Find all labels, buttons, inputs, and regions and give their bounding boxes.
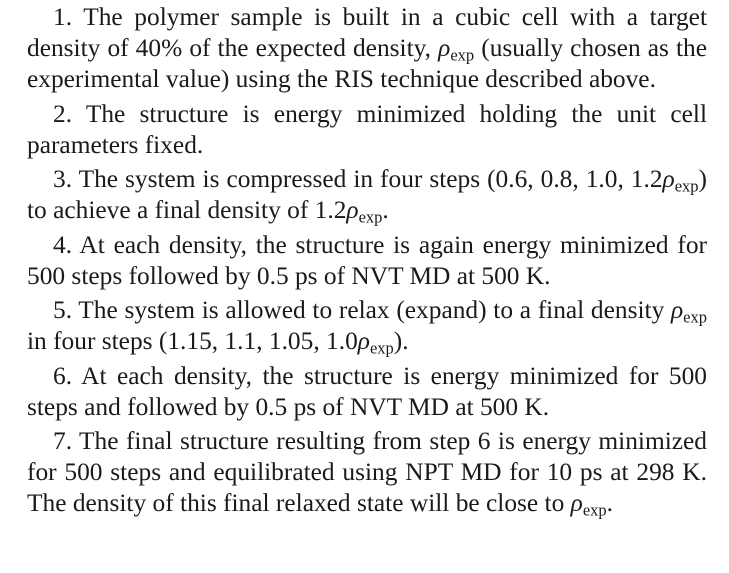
procedure-step-4 [27, 230, 707, 292]
procedure-step-5 [27, 295, 707, 357]
density-symbol: ρ [357, 327, 370, 355]
density-subscript: exp [582, 500, 607, 520]
density-subscript: exp [674, 176, 699, 196]
procedure-step-3 [27, 164, 707, 226]
step-text: 3. The system is compressed in four steps (0.6, 0.8, 1.0, 1.2 [53, 165, 663, 193]
procedure-step-6 [27, 361, 707, 423]
density-symbol: ρ [570, 489, 583, 517]
step-text: in four steps (1.15, 1.1, 1.05, 1.0 [27, 327, 358, 355]
step-text: . [606, 489, 614, 517]
density-subscript: exp [358, 207, 383, 227]
density-symbol: ρ [662, 165, 675, 193]
step-text: 5. The system is allowed to relax (expand) to a final density [53, 296, 671, 324]
step-text: 1. The polymer sample is built in a cubic cell with a target density of 40% of the expected density, [27, 3, 707, 62]
procedure-step-1 [27, 2, 707, 95]
density-subscript: exp [683, 307, 707, 327]
step-text: 2. The structure is energy minimized holding the unit cell parameters fixed. [27, 99, 707, 159]
step-text: 6. At each density, the structure is energy minimized for 500 steps and followed by 0.5 ps of NVT MD at 500 K. [27, 361, 707, 421]
step-text: 4. At each density, the structure is again energy minimized for 500 steps followed by 0.5 ps of NVT MD at 500 K. [27, 230, 707, 290]
density-subscript: exp [450, 45, 475, 65]
step-text: . [382, 196, 389, 224]
density-symbol: ρ [438, 34, 451, 62]
step-text: (usually chosen as the experimental value) using the RIS technique described above. [27, 34, 707, 93]
density-subscript: exp [369, 338, 394, 358]
density-symbol: ρ [346, 196, 359, 224]
density-symbol: ρ [670, 296, 684, 324]
step-text: ) to achieve a final density of 1.2 [27, 165, 707, 224]
procedure-step-list [27, 2, 707, 519]
step-text: ). [393, 327, 409, 355]
procedure-step-7 [27, 426, 707, 519]
procedure-step-2 [27, 99, 707, 161]
step-text: 7. The final structure resulting from step 6 is energy minimized for 500 steps and equilibrated using NPT MD for 10 ps at 298 K. The density of this final relaxed state will be close to [27, 427, 707, 517]
